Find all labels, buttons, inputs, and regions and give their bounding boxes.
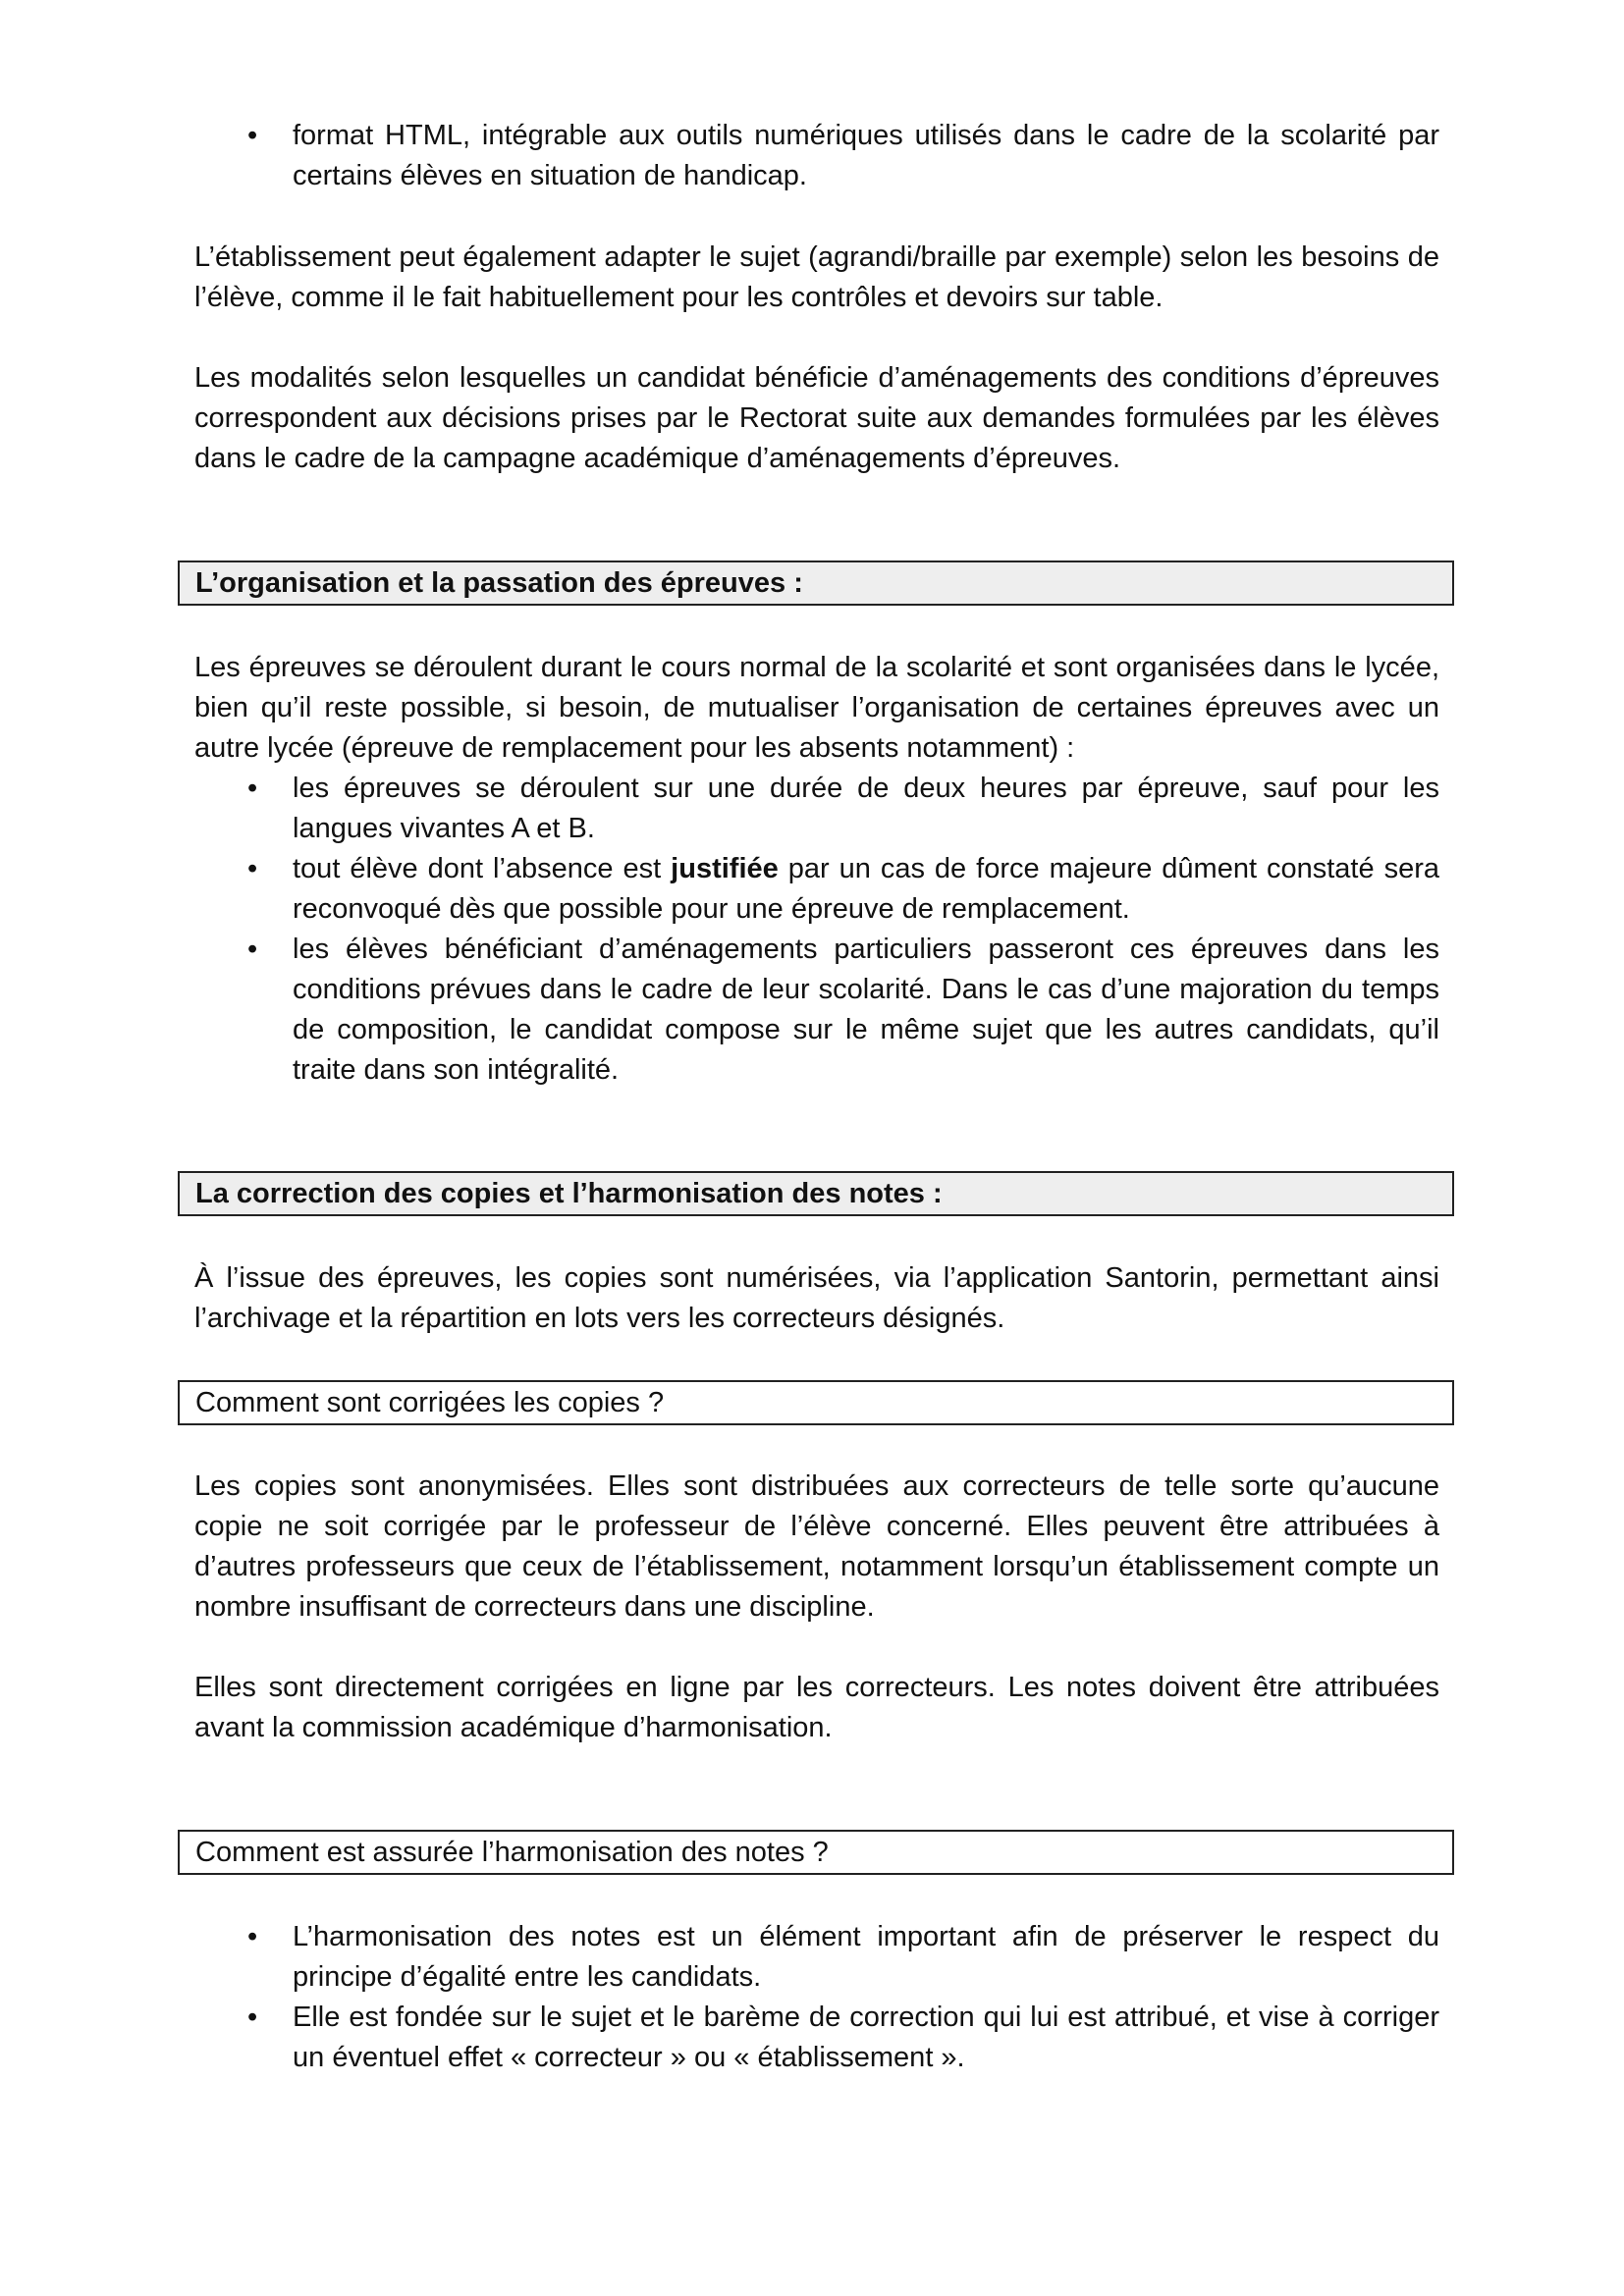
bullet-icon: •: [247, 1921, 258, 1952]
list-item: [194, 849, 1439, 930]
bullet-text-after: par un cas de force majeure dûment constaté sera reconvoqué dès que possible pour une épreuve de remplacement.: [293, 853, 1439, 925]
list-item: [194, 769, 1439, 849]
harmonisation-bullet-list: [194, 1917, 1439, 2078]
intro-bullet-list: [194, 116, 1439, 196]
bullet-icon: •: [247, 2002, 258, 2033]
paragraph-organisation: Les épreuves se déroulent durant le cours normal de la scolarité et sont organisées dans le lycée, bien qu’il reste possible, si besoin, de mutualiser l’organisation de certaines épreuves avec un autre lycée (épreuve de remplacement pour les absents notamment) :: [194, 652, 1439, 764]
bullet-text: format HTML, intégrable aux outils numériques utilisés dans le cadre de la scolarité par certains élèves en situation de handicap.: [293, 120, 1439, 191]
list-item: [194, 1917, 1439, 1998]
list-item: [194, 116, 1439, 196]
bullet-icon: •: [247, 853, 258, 884]
list-item: [194, 1998, 1439, 2078]
paragraph-numerisation: À l’issue des épreuves, les copies sont numérisées, via l’application Santorin, permettant ainsi l’archivage et la répartition en lots vers les correcteurs désignés.: [194, 1262, 1439, 1334]
bullet-text: les épreuves se déroulent sur une durée de deux heures par épreuve, sauf pour les langues vivantes A et B.: [293, 773, 1439, 844]
bullet-icon: •: [247, 934, 258, 965]
bullet-icon: •: [247, 773, 258, 804]
paragraph-modalites: Les modalités selon lesquelles un candidat bénéficie d’aménagements des conditions d’épreuves correspondent aux décisions prises par le Rectorat suite aux demandes formulées par les élèves dans le cadre de la campagne académique d’aménagements d’épreuves.: [194, 362, 1439, 474]
paragraph-correction-en-ligne: Elles sont directement corrigées en ligne par les correcteurs. Les notes doivent être attribuées avant la commission académique d’harmonisation.: [194, 1672, 1439, 1743]
subsection-heading-harmonisation: Comment est assurée l’harmonisation des notes ?: [178, 1830, 1454, 1875]
bullet-icon: •: [247, 120, 258, 151]
list-item: [194, 930, 1439, 1091]
organisation-bullet-list: [194, 769, 1439, 1091]
section-heading-correction: La correction des copies et l’harmonisation des notes :: [178, 1171, 1454, 1216]
bullet-text-emphasis: justifiée: [671, 853, 779, 884]
bullet-text-before: tout élève dont l’absence est: [293, 853, 672, 884]
section-heading-organisation: L’organisation et la passation des épreuves :: [178, 561, 1454, 606]
bullet-text: Elle est fondée sur le sujet et le barème de correction qui lui est attribué, et vise à corriger un éventuel effet « correcteur » ou « établissement ».: [293, 2002, 1439, 2073]
bullet-text: L’harmonisation des notes est un élément important afin de préserver le respect du principe d’égalité entre les candidats.: [293, 1921, 1439, 1993]
paragraph-adaptation: L’établissement peut également adapter le sujet (agrandi/braille par exemple) selon les besoins de l’élève, comme il le fait habituellement pour les contrôles et devoirs sur table.: [194, 241, 1439, 313]
bullet-text: les élèves bénéficiant d’aménagements particuliers passeront ces épreuves dans les conditions prévues dans le cadre de leur scolarité. Dans le cas d’une majoration du temps de composition, le candidat compose sur le même sujet que les autres candidats, qu’il traite dans son intégralité.: [293, 934, 1439, 1086]
subsection-heading-copies: Comment sont corrigées les copies ?: [178, 1380, 1454, 1425]
paragraph-anonymisation: Les copies sont anonymisées. Elles sont distribuées aux correcteurs de telle sorte qu’aucune copie ne soit corrigée par le professeur de l’élève concerné. Elles peuvent être attribuées à d’autres professeurs que ceux de l’établissement, notamment lorsqu’un établissement compte un nombre insuffisant de correcteurs dans une discipline.: [194, 1470, 1439, 1623]
